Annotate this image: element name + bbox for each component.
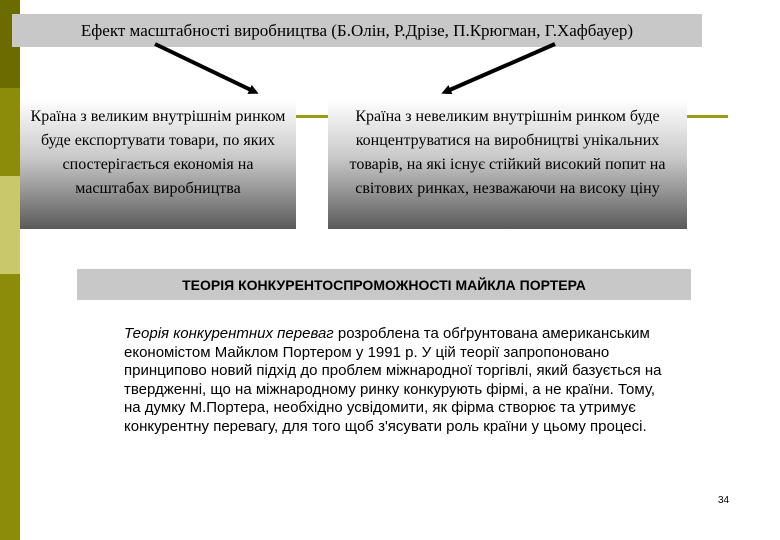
left-decor-bar-4 [0, 274, 20, 540]
arrow-to-right-box [445, 44, 555, 92]
body-paragraph [124, 325, 664, 436]
large-market-box [20, 99, 296, 229]
body-rest-text: розроблена та обґрунтована американським економістом Майклом Портером у 1991 р. У цій теорії запропоновано принципово новий підхід до проблем міжнародної торгівлі, який базується на твердженні, що на міжнародному ринку конкурують фірмі, а не країни. Тому, на думку М.Портера, необхідно усвідомити, як фірма створює та утримує конкурентну перевагу, для того щоб з'ясувати роль країни у цьому процесі. [124, 325, 662, 435]
body-italic-term: Теорія конкурентних переваг [124, 325, 334, 342]
page-number: 34 [718, 495, 730, 506]
arrow-to-left-box [155, 44, 255, 92]
slide-title: Ефект масштабності виробництва (Б.Олін, Р.Дрізе, П.Крюгман, Г.Хафбауер) [80, 20, 634, 40]
small-market-text: Країна з невеликим внутрішнім ринком буде концентруватися на виробництві унікальних товарів, на які існує стійкий високий попит на світових ринках, незважаючи на високу ціну [349, 108, 666, 197]
left-decor-bar-2 [0, 88, 20, 176]
left-decor-bar-3 [0, 176, 20, 274]
large-market-text: Країна з великим внутрішнім ринком буде експортувати товари, по яких спостерігається економія на масштабах виробництва [30, 108, 286, 197]
section-heading-text: ТЕОРІЯ КОНКУРЕНТОСПРОМОЖНОСТІ МАЙКЛА ПОРТЕРА [182, 276, 586, 293]
section-heading [77, 269, 691, 300]
title-box [12, 14, 702, 47]
small-market-box [328, 99, 687, 229]
